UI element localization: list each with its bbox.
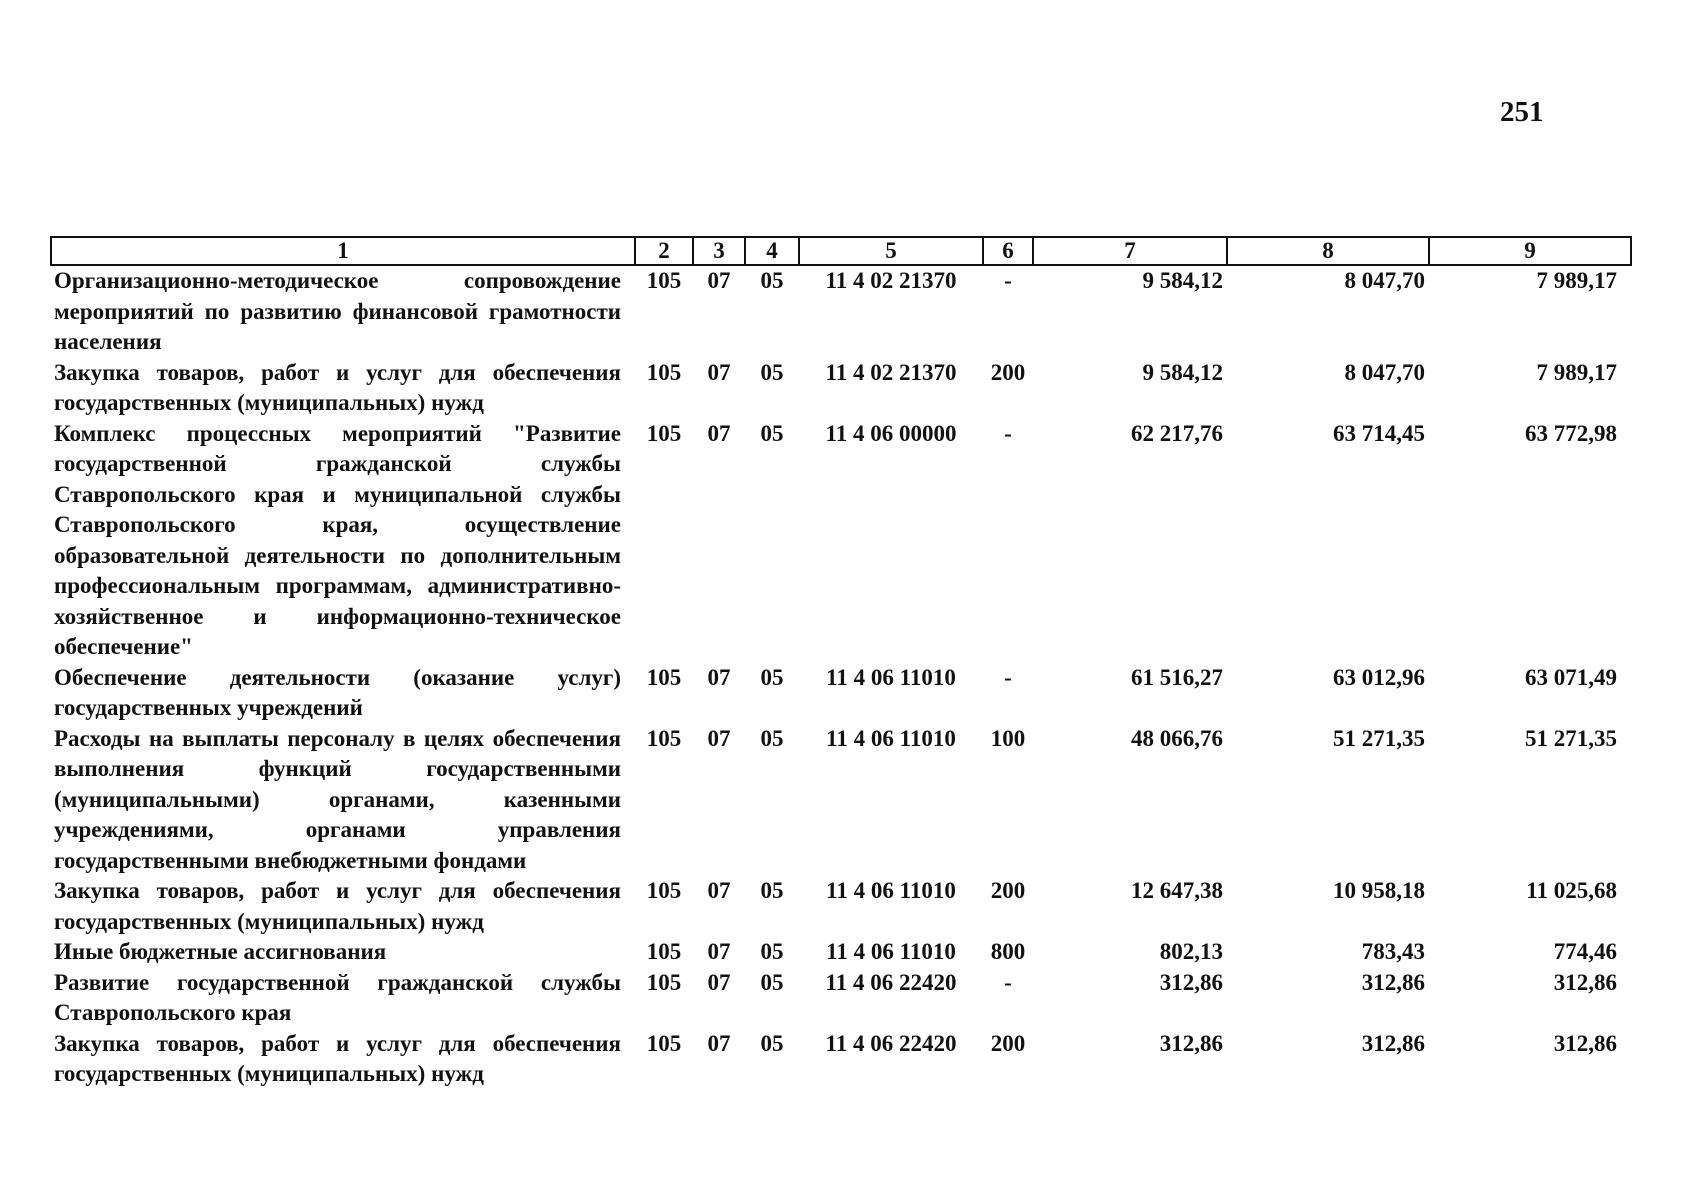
table-row [51,265,1631,358]
row-c3: 07 [707,939,731,964]
row-c5: 11 4 02 21370 [825,359,957,385]
row-name: Обеспечение деятельности (оказание услуг) государственных учреждений [54,664,621,720]
table-row [51,358,1631,419]
row-c9: 7 989,17 [1536,268,1617,293]
row-c8: 51 271,35 [1333,725,1425,751]
row-c8: 63 714,45 [1333,420,1425,446]
row-c8: 10 958,18 [1333,878,1425,903]
row-c3: 07 [707,359,731,385]
row-c6: - [1004,664,1012,690]
row-c6: - [1004,969,1012,995]
row-c8: 783,43 [1361,939,1425,964]
row-c4: 05 [760,878,784,903]
row-c5: 11 4 06 22420 [825,1030,957,1056]
table-row [51,968,1631,1029]
row-name: Развитие государственной гражданской службы Ставропольского края [54,969,621,1025]
table-row [51,937,1631,968]
row-c7: 312,86 [1159,1030,1223,1056]
header-col-1: 1 [51,237,635,265]
row-c7: 62 217,76 [1131,420,1223,446]
row-c6: 100 [990,725,1026,751]
row-c5: 11 4 06 00000 [825,420,957,446]
row-name: Иные бюджетные ассигнования [54,939,387,964]
row-c2: 105 [646,939,682,964]
row-c9: 7 989,17 [1536,359,1617,385]
row-c2: 105 [646,1030,682,1056]
row-c2: 105 [646,359,682,385]
row-c9: 11 025,68 [1526,878,1617,903]
row-c4: 05 [760,1030,784,1056]
row-c4: 05 [760,268,784,293]
header-col-7: 7 [1033,237,1227,265]
table-row [51,663,1631,724]
header-col-6: 6 [983,237,1033,265]
row-c3: 07 [707,420,731,446]
row-c4: 05 [760,664,784,690]
row-c2: 105 [646,664,682,690]
row-c2: 105 [646,969,682,995]
row-c9: 63 071,49 [1525,664,1617,690]
row-c7: 312,86 [1159,969,1223,995]
row-c4: 05 [760,939,784,964]
row-c3: 07 [707,878,731,903]
row-c4: 05 [760,359,784,385]
header-col-8: 8 [1227,237,1429,265]
table-row [51,1029,1631,1090]
page-number: 251 [1500,96,1544,128]
row-c5: 11 4 02 21370 [825,268,957,293]
budget-table [50,236,1632,1090]
row-c6: - [1004,268,1012,293]
row-c6: 800 [990,939,1026,964]
header-col-9: 9 [1429,237,1631,265]
row-name: Закупка товаров, работ и услуг для обеспечения государственных (муниципальных) нужд [54,1030,621,1086]
row-c7: 48 066,76 [1131,725,1223,751]
row-c7: 61 516,27 [1131,664,1223,690]
row-c6: 200 [990,359,1026,385]
row-c9: 312,86 [1553,969,1617,995]
row-name: Закупка товаров, работ и услуг для обеспечения государственных (муниципальных) нужд [54,878,621,934]
row-c8: 63 012,96 [1333,664,1425,690]
row-c9: 312,86 [1553,1030,1617,1056]
row-c2: 105 [646,268,682,293]
row-c8: 8 047,70 [1344,359,1425,385]
row-name: Комплекс процессных мероприятий "Развитие государственной гражданской службы Ставропольского края и муниципальной службы Ставропольского края, осуществление образовательной деятельности по дополнительным профессиональным программам, административно-хозяйственное и информационно-техническое обеспечение" [54,420,621,659]
row-c4: 05 [760,725,784,751]
row-c8: 312,86 [1361,969,1425,995]
row-c6: 200 [990,1030,1026,1056]
row-c5: 11 4 06 11010 [826,664,956,690]
row-c3: 07 [707,725,731,751]
table-row [51,724,1631,877]
row-c2: 105 [646,878,682,903]
header-col-4: 4 [745,237,799,265]
row-c9: 774,46 [1553,939,1617,964]
row-c3: 07 [707,268,731,293]
row-c7: 802,13 [1159,939,1223,964]
header-col-2: 2 [635,237,693,265]
row-c5: 11 4 06 22420 [825,969,957,995]
header-col-3: 3 [693,237,745,265]
row-name: Закупка товаров, работ и услуг для обеспечения государственных (муниципальных) нужд [54,359,621,415]
row-c9: 51 271,35 [1525,725,1617,751]
table-row [51,876,1631,937]
header-col-5: 5 [799,237,983,265]
row-c5: 11 4 06 11010 [826,878,956,903]
row-c6: 200 [990,878,1026,903]
row-c5: 11 4 06 11010 [826,939,956,964]
row-c3: 07 [707,664,731,690]
table-row [51,419,1631,663]
row-c4: 05 [760,420,784,446]
row-c3: 07 [707,969,731,995]
row-c7: 12 647,38 [1131,878,1223,903]
table-header-row [51,237,1631,265]
row-c2: 105 [646,420,682,446]
row-c8: 312,86 [1361,1030,1425,1056]
row-c7: 9 584,12 [1142,268,1223,293]
row-name: Расходы на выплаты персоналу в целях обеспечения выполнения функций государственными (муниципальными) органами, казенными учреждениями, органами управления государственными внебюджетными фондами [54,725,621,873]
row-c9: 63 772,98 [1525,420,1617,446]
row-c3: 07 [707,1030,731,1056]
row-name: Организационно-методическое сопровождение мероприятий по развитию финансовой грамотности населения [54,268,621,354]
row-c2: 105 [646,725,682,751]
row-c8: 8 047,70 [1344,268,1425,293]
row-c4: 05 [760,969,784,995]
row-c7: 9 584,12 [1142,359,1223,385]
row-c6: - [1004,420,1012,446]
row-c5: 11 4 06 11010 [826,725,956,751]
